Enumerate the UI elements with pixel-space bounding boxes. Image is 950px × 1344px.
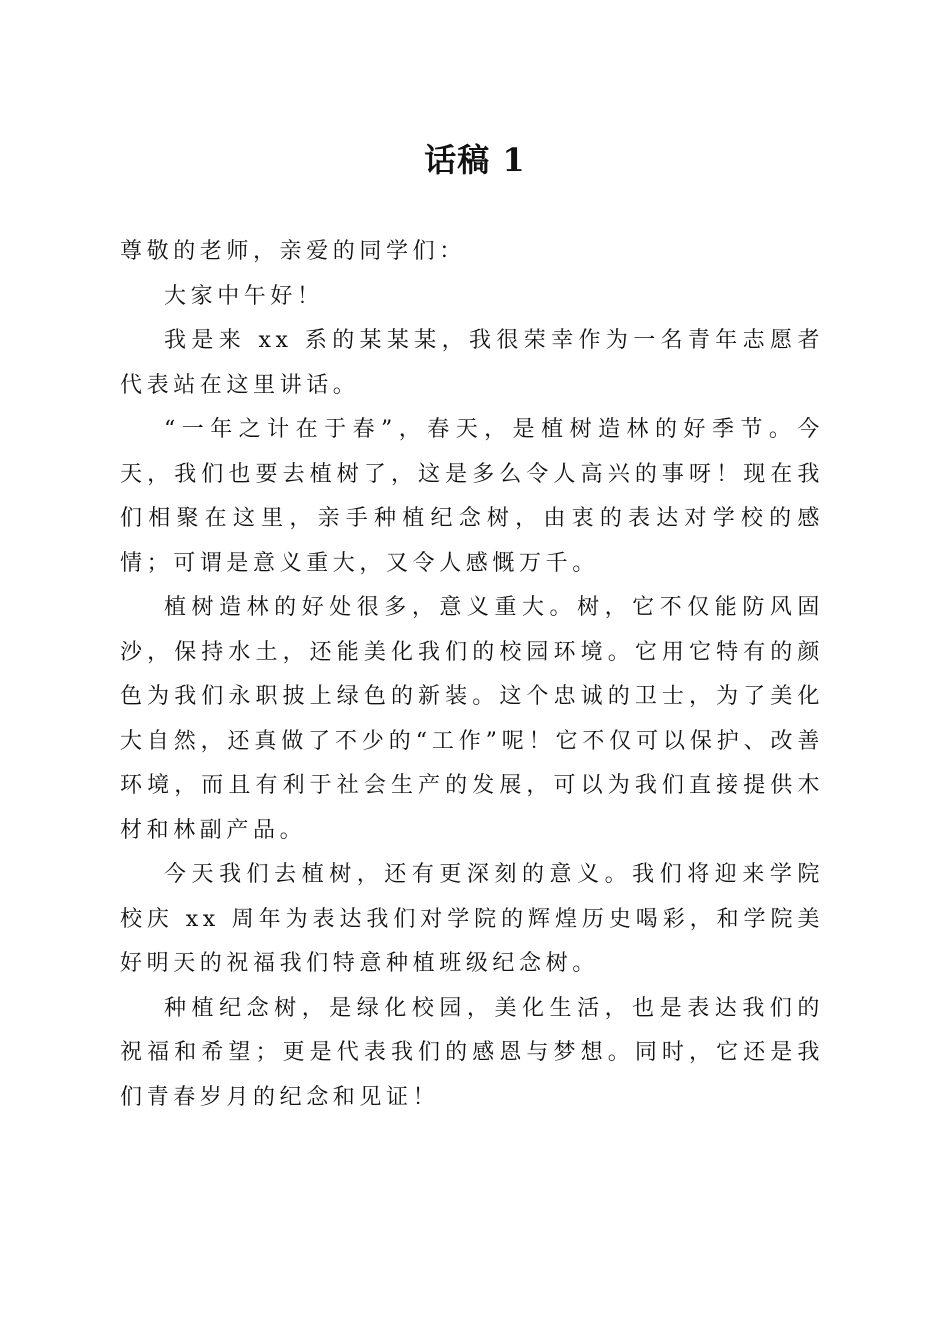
salutation: 尊敬的老师，亲爱的同学们： xyxy=(120,239,466,264)
paragraph-spring: “一年之计在于春”，春天，是植树造林的好季节。今天，我们也要去植树了，这是多么令人高兴的事呀！现在我们相聚在这里，亲手种植纪念树，由衷的表达对学校的感情；可谓是意义重大，又令人感慨万千。 xyxy=(120,417,824,576)
paragraph-greeting: 大家中午好！ xyxy=(164,283,324,309)
paragraph-benefits: 植树造林的好处很多，意义重大。树，它不仅能防风固沙，保持水土，还能美化我们的校园环境。它用它特有的颜色为我们永职披上绿色的新装。这个忠诚的卫士，为了美化大自然，还真做了不少的“工作”呢！它不仅可以保护、改善环境，而且有利于社会生产的发展，可以为我们直接提供木材和林副产品。 xyxy=(120,595,824,843)
speech-body xyxy=(120,230,824,1120)
page-title: 话稿 1 xyxy=(424,141,526,179)
paragraph-closing: 种植纪念树，是绿化校园，美化生活，也是表达我们的祝福和希望；更是代表我们的感恩与梦想。同时，它还是我们青春岁月的纪念和见证！ xyxy=(120,995,824,1110)
paragraph-anniversary: 今天我们去植树，还有更深刻的意义。我们将迎来学院校庆 xx 周年为表达我们对学院的辉煌历史喝彩，和学院美好明天的祝福我们特意种植班级纪念树。 xyxy=(120,862,824,976)
paragraph-introduction: 我是来 xx 系的某某某，我很荣幸作为一名青年志愿者代表站在这里讲话。 xyxy=(120,328,824,398)
